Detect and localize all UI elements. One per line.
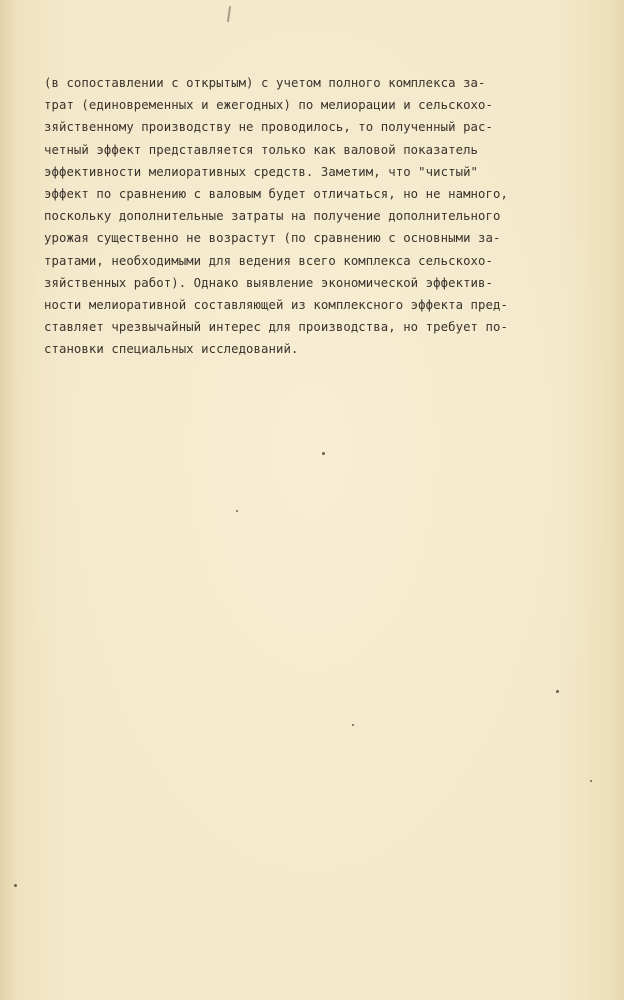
text-line: урожая существенно не возрастут (по сравнению с основными за- [44,231,501,246]
text-line: четный эффект представляется только как валовой показатель [44,142,479,157]
text-line: эффективности мелиоративных средств. Заметим, что "чистый" [44,164,479,179]
paper-speck [14,884,17,887]
text-line: зяйственному производству не проводилось, то полученный рас- [44,120,494,135]
body-text [44,72,594,361]
text-line: ности мелиоративной составляющей из комплексного эффекта пред- [44,298,508,313]
text-line: становки специальных исследований. [44,342,299,357]
text-line: (в сопоставлении с открытым) с учетом полного комплекса за- [44,76,486,90]
text-line: ставляет чрезвычайный интерес для производства, но требует по- [44,320,508,335]
page-mark [227,6,231,22]
text-line: эффект по сравнению с валовым будет отличаться, но не намного, [44,187,508,202]
paper-speck [556,690,559,693]
text-line: поскольку дополнительные затраты на получение дополнительного [44,209,501,224]
text-line: зяйственных работ). Однако выявление экономической эффектив- [44,275,494,290]
paper-speck [352,724,354,726]
paper-speck [322,452,325,455]
paper-speck [236,510,238,512]
text-line: тратами, необходимыми для ведения всего комплекса сельскохо- [44,253,494,268]
text-line: трат (единовременных и ежегодных) по мелиорации и сельскохо- [44,98,494,113]
paper-speck [590,780,592,782]
